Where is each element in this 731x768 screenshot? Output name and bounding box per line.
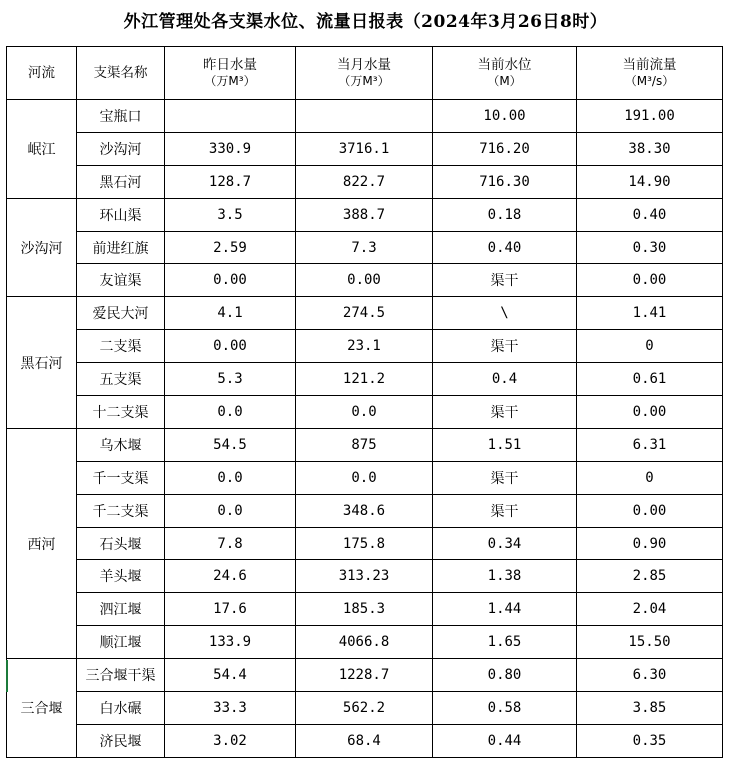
table-row — [7, 198, 723, 231]
channel-cell: 白水碾 — [77, 692, 165, 725]
header-yesterday-volume: 昨日水量 （万M³） — [165, 47, 296, 100]
current-level-cell: 0.4 — [433, 363, 577, 396]
yesterday-volume-cell — [165, 100, 296, 133]
current-flow-cell: 0 — [577, 461, 723, 494]
yesterday-volume-cell: 0.0 — [165, 494, 296, 527]
current-level-cell: 渠干 — [433, 330, 577, 363]
current-flow-cell: 2.85 — [577, 560, 723, 593]
month-volume-cell: 0.0 — [296, 461, 433, 494]
current-level-cell: 渠干 — [433, 494, 577, 527]
table-row — [7, 330, 723, 363]
header-channel: 支渠名称 — [77, 47, 165, 100]
current-level-cell: 渠干 — [433, 461, 577, 494]
current-flow-cell: 0 — [577, 330, 723, 363]
month-volume-cell — [296, 100, 433, 133]
river-cell: 三合堰 — [7, 659, 77, 758]
current-flow-cell: 6.31 — [577, 428, 723, 461]
river-cell: 岷江 — [7, 100, 77, 199]
current-flow-cell: 14.90 — [577, 165, 723, 198]
yesterday-volume-cell: 2.59 — [165, 231, 296, 264]
current-level-cell: 渠干 — [433, 264, 577, 297]
current-level-cell: 716.20 — [433, 132, 577, 165]
month-volume-cell: 121.2 — [296, 363, 433, 396]
channel-cell: 友谊渠 — [77, 264, 165, 297]
river-cell: 西河 — [7, 428, 77, 658]
header-row — [7, 47, 723, 100]
table-row — [7, 396, 723, 429]
channel-cell: 羊头堰 — [77, 560, 165, 593]
yesterday-volume-cell: 0.00 — [165, 330, 296, 363]
channel-cell: 顺江堰 — [77, 626, 165, 659]
table-row — [7, 428, 723, 461]
table-row — [7, 593, 723, 626]
month-volume-cell: 7.3 — [296, 231, 433, 264]
channel-cell: 爱民大河 — [77, 297, 165, 330]
yesterday-volume-cell: 0.0 — [165, 396, 296, 429]
yesterday-volume-cell: 3.5 — [165, 198, 296, 231]
month-volume-cell: 388.7 — [296, 198, 433, 231]
current-flow-cell: 0.40 — [577, 198, 723, 231]
current-level-cell: 0.40 — [433, 231, 577, 264]
current-level-cell: 1.51 — [433, 428, 577, 461]
river-cell: 沙沟河 — [7, 198, 77, 297]
table-row — [7, 659, 723, 692]
river-cell: 黑石河 — [7, 297, 77, 429]
yesterday-volume-cell: 7.8 — [165, 527, 296, 560]
yesterday-volume-cell: 0.00 — [165, 264, 296, 297]
channel-cell: 千一支渠 — [77, 461, 165, 494]
month-volume-cell: 875 — [296, 428, 433, 461]
channel-cell: 济民堰 — [77, 724, 165, 757]
current-flow-cell: 15.50 — [577, 626, 723, 659]
current-level-cell: 0.34 — [433, 527, 577, 560]
channel-cell: 泗江堰 — [77, 593, 165, 626]
table-row — [7, 363, 723, 396]
yesterday-volume-cell: 330.9 — [165, 132, 296, 165]
current-level-cell: 0.58 — [433, 692, 577, 725]
yesterday-volume-cell: 128.7 — [165, 165, 296, 198]
current-level-cell: 0.18 — [433, 198, 577, 231]
table-body — [7, 100, 723, 758]
table-row — [7, 692, 723, 725]
yesterday-volume-cell: 5.3 — [165, 363, 296, 396]
header-current-flow: 当前流量 （M³/s） — [577, 47, 723, 100]
table-row — [7, 132, 723, 165]
channel-cell: 乌木堰 — [77, 428, 165, 461]
month-volume-cell: 68.4 — [296, 724, 433, 757]
current-level-cell: 716.30 — [433, 165, 577, 198]
table-row — [7, 560, 723, 593]
yesterday-volume-cell: 0.0 — [165, 461, 296, 494]
current-flow-cell: 0.90 — [577, 527, 723, 560]
yesterday-volume-cell: 3.02 — [165, 724, 296, 757]
channel-cell: 前进红旗 — [77, 231, 165, 264]
report-title: 外江管理处各支渠水位、流量日报表（2024年3月26日8时） — [123, 12, 608, 32]
current-level-cell: 0.44 — [433, 724, 577, 757]
channel-cell: 环山渠 — [77, 198, 165, 231]
month-volume-cell: 0.0 — [296, 396, 433, 429]
current-flow-cell: 0.61 — [577, 363, 723, 396]
table-row — [7, 231, 723, 264]
channel-cell: 黑石河 — [77, 165, 165, 198]
current-level-cell: 1.44 — [433, 593, 577, 626]
table-row — [7, 264, 723, 297]
month-volume-cell: 23.1 — [296, 330, 433, 363]
current-level-cell: \ — [433, 297, 577, 330]
month-volume-cell: 313.23 — [296, 560, 433, 593]
channel-cell: 石头堰 — [77, 527, 165, 560]
channel-cell: 二支渠 — [77, 330, 165, 363]
current-level-cell: 渠干 — [433, 396, 577, 429]
current-flow-cell: 0.00 — [577, 494, 723, 527]
yesterday-volume-cell: 54.4 — [165, 659, 296, 692]
month-volume-cell: 185.3 — [296, 593, 433, 626]
yesterday-volume-cell: 54.5 — [165, 428, 296, 461]
channel-cell: 沙沟河 — [77, 132, 165, 165]
row-marker — [6, 660, 8, 692]
table-row — [7, 724, 723, 757]
current-flow-cell: 0.30 — [577, 231, 723, 264]
month-volume-cell: 274.5 — [296, 297, 433, 330]
current-flow-cell: 2.04 — [577, 593, 723, 626]
channel-cell: 十二支渠 — [77, 396, 165, 429]
table-row — [7, 165, 723, 198]
current-flow-cell: 38.30 — [577, 132, 723, 165]
month-volume-cell: 822.7 — [296, 165, 433, 198]
yesterday-volume-cell: 24.6 — [165, 560, 296, 593]
current-level-cell: 10.00 — [433, 100, 577, 133]
table-row — [7, 461, 723, 494]
header-river: 河流 — [7, 47, 77, 100]
current-flow-cell: 191.00 — [577, 100, 723, 133]
table-row — [7, 100, 723, 133]
header-current-level: 当前水位 （M） — [433, 47, 577, 100]
month-volume-cell: 3716.1 — [296, 132, 433, 165]
header-month-volume: 当月水量 （万M³） — [296, 47, 433, 100]
current-flow-cell: 0.00 — [577, 396, 723, 429]
month-volume-cell: 1228.7 — [296, 659, 433, 692]
current-flow-cell: 1.41 — [577, 297, 723, 330]
current-level-cell: 0.80 — [433, 659, 577, 692]
water-report-table — [6, 46, 723, 758]
table-row — [7, 297, 723, 330]
month-volume-cell: 562.2 — [296, 692, 433, 725]
channel-cell: 千二支渠 — [77, 494, 165, 527]
current-level-cell: 1.38 — [433, 560, 577, 593]
current-level-cell: 1.65 — [433, 626, 577, 659]
month-volume-cell: 4066.8 — [296, 626, 433, 659]
channel-cell: 五支渠 — [77, 363, 165, 396]
current-flow-cell: 0.00 — [577, 264, 723, 297]
month-volume-cell: 175.8 — [296, 527, 433, 560]
month-volume-cell: 0.00 — [296, 264, 433, 297]
yesterday-volume-cell: 133.9 — [165, 626, 296, 659]
yesterday-volume-cell: 17.6 — [165, 593, 296, 626]
current-flow-cell: 0.35 — [577, 724, 723, 757]
channel-cell: 三合堰干渠 — [77, 659, 165, 692]
table-row — [7, 626, 723, 659]
yesterday-volume-cell: 4.1 — [165, 297, 296, 330]
table-row — [7, 494, 723, 527]
month-volume-cell: 348.6 — [296, 494, 433, 527]
yesterday-volume-cell: 33.3 — [165, 692, 296, 725]
channel-cell: 宝瓶口 — [77, 100, 165, 133]
table-row — [7, 527, 723, 560]
current-flow-cell: 3.85 — [577, 692, 723, 725]
current-flow-cell: 6.30 — [577, 659, 723, 692]
